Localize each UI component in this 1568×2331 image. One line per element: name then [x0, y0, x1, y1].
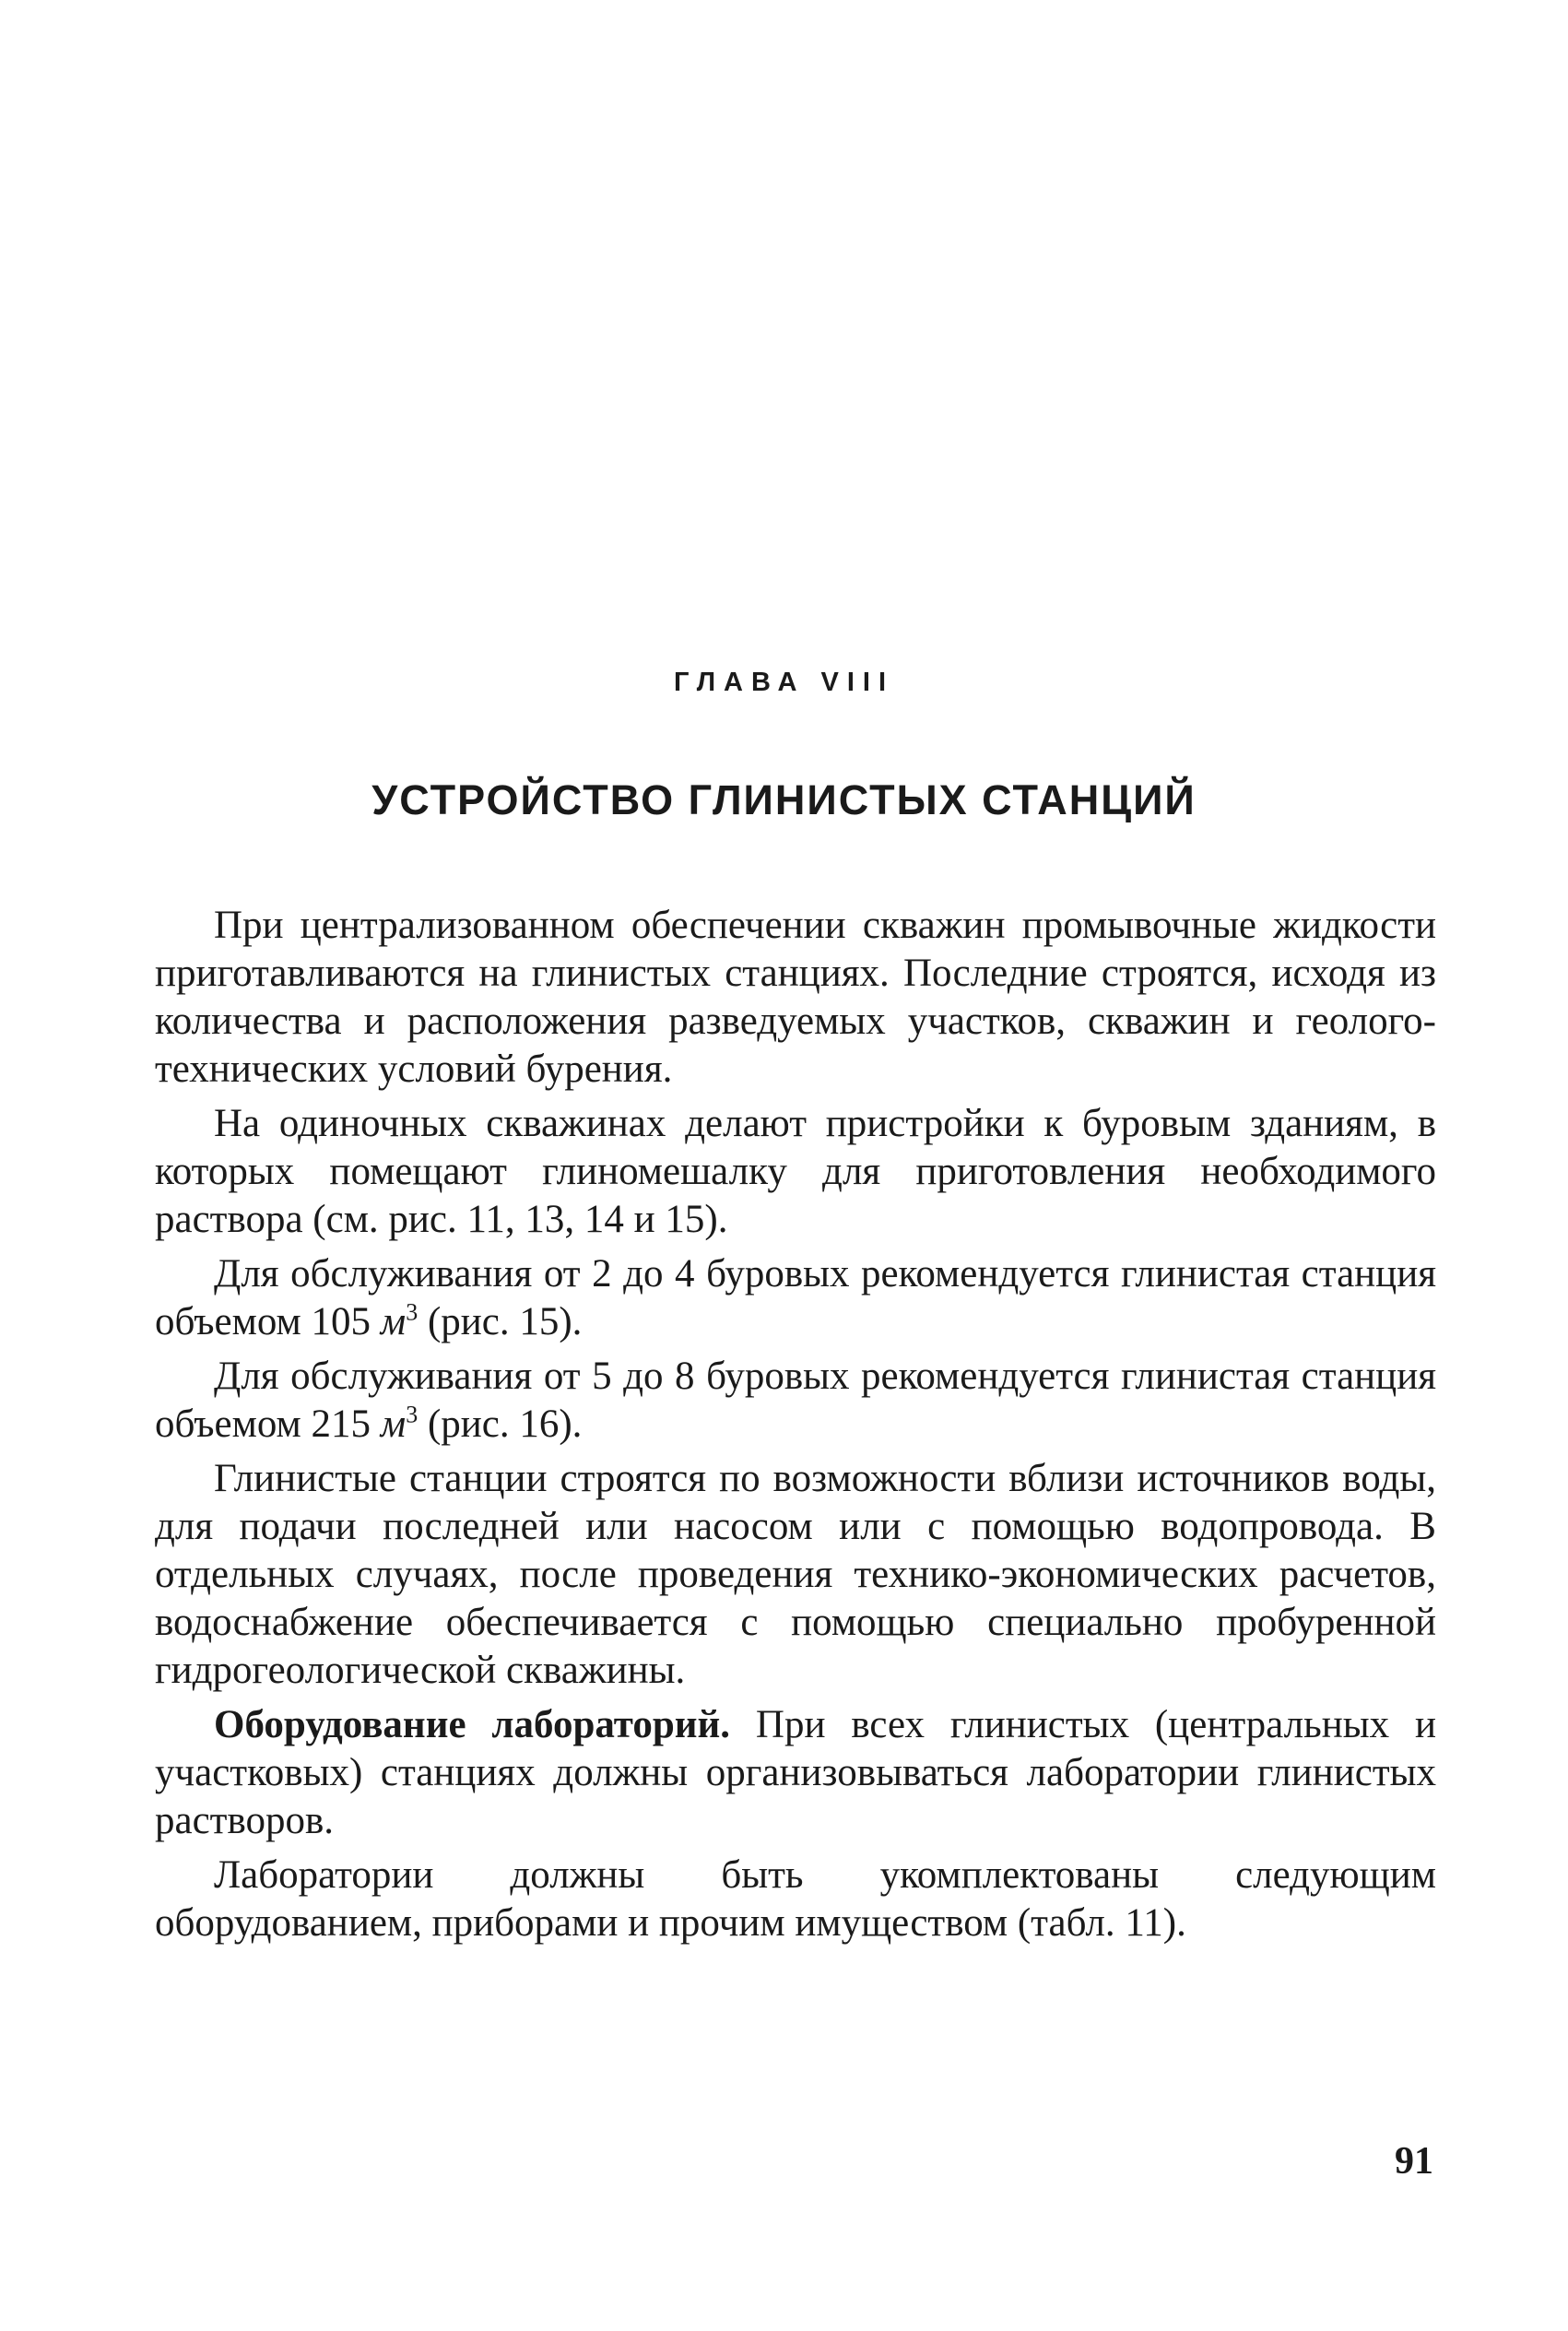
unit-symbol: м: [380, 1402, 407, 1446]
unit-symbol: м: [380, 1300, 407, 1343]
chapter-body: [155, 902, 1436, 1954]
paragraph-laboratory-equipment: [155, 1701, 1436, 1845]
paragraph-station-105: [155, 1250, 1436, 1346]
paragraph-text: Для обслуживания от 5 до 8 буровых рекомендуется глинистая станция объемом 215: [155, 1355, 1436, 1446]
unit-exponent: 3: [406, 1401, 419, 1428]
paragraph-text: (рис. 16).: [418, 1402, 583, 1446]
paragraph-station-215: [155, 1353, 1436, 1449]
paragraph-centralized-supply: При централизованном обеспечении скважин промывочные жидкости приготавливаются на глинистых станциях. Последние строятся, исходя из количества и расположения разведуемых участков, скважин и геолого-технических условий бурения.: [155, 904, 1436, 1091]
chapter-title: УСТРОЙСТВО ГЛИНИСТЫХ СТАНЦИЙ: [371, 776, 1197, 823]
paragraph-laboratory-inventory: Лаборатории должны быть укомплектованы следующим оборудованием, приборами и прочим имуществом (табл. 11).: [155, 1853, 1436, 1945]
section-run-in-heading: Оборудование лабораторий.: [214, 1703, 731, 1746]
paragraph-text: Для обслуживания от 2 до 4 буровых рекомендуется глинистая станция объемом 105: [155, 1252, 1436, 1343]
page-number: 91: [1395, 2140, 1433, 2183]
chapter-label: ГЛАВА VIII: [673, 668, 895, 697]
paragraph-water-supply: Глинистые станции строятся по возможности вблизи источников воды, для подачи последней или насосом или с помощью водопровода. В отдельных случаях, после проведения технико-экономических расчетов, водоснабжение обеспечивается с помощью специально пробуренной гидрогеологической скважины.: [155, 1457, 1436, 1692]
paragraph-text: (рис. 15).: [418, 1300, 583, 1343]
paragraph-text: При всех глинистых (центральных и участковых) станциях должны организовываться лаборатории глинистых растворов.: [155, 1703, 1436, 1842]
paragraph-single-wells: На одиночных скважинах делают пристройки к буровым зданиям, в которых помещают глиномешалку для приготовления необходимого раствора (см. рис. 11, 13, 14 и 15).: [155, 1102, 1436, 1241]
unit-exponent: 3: [406, 1298, 419, 1326]
